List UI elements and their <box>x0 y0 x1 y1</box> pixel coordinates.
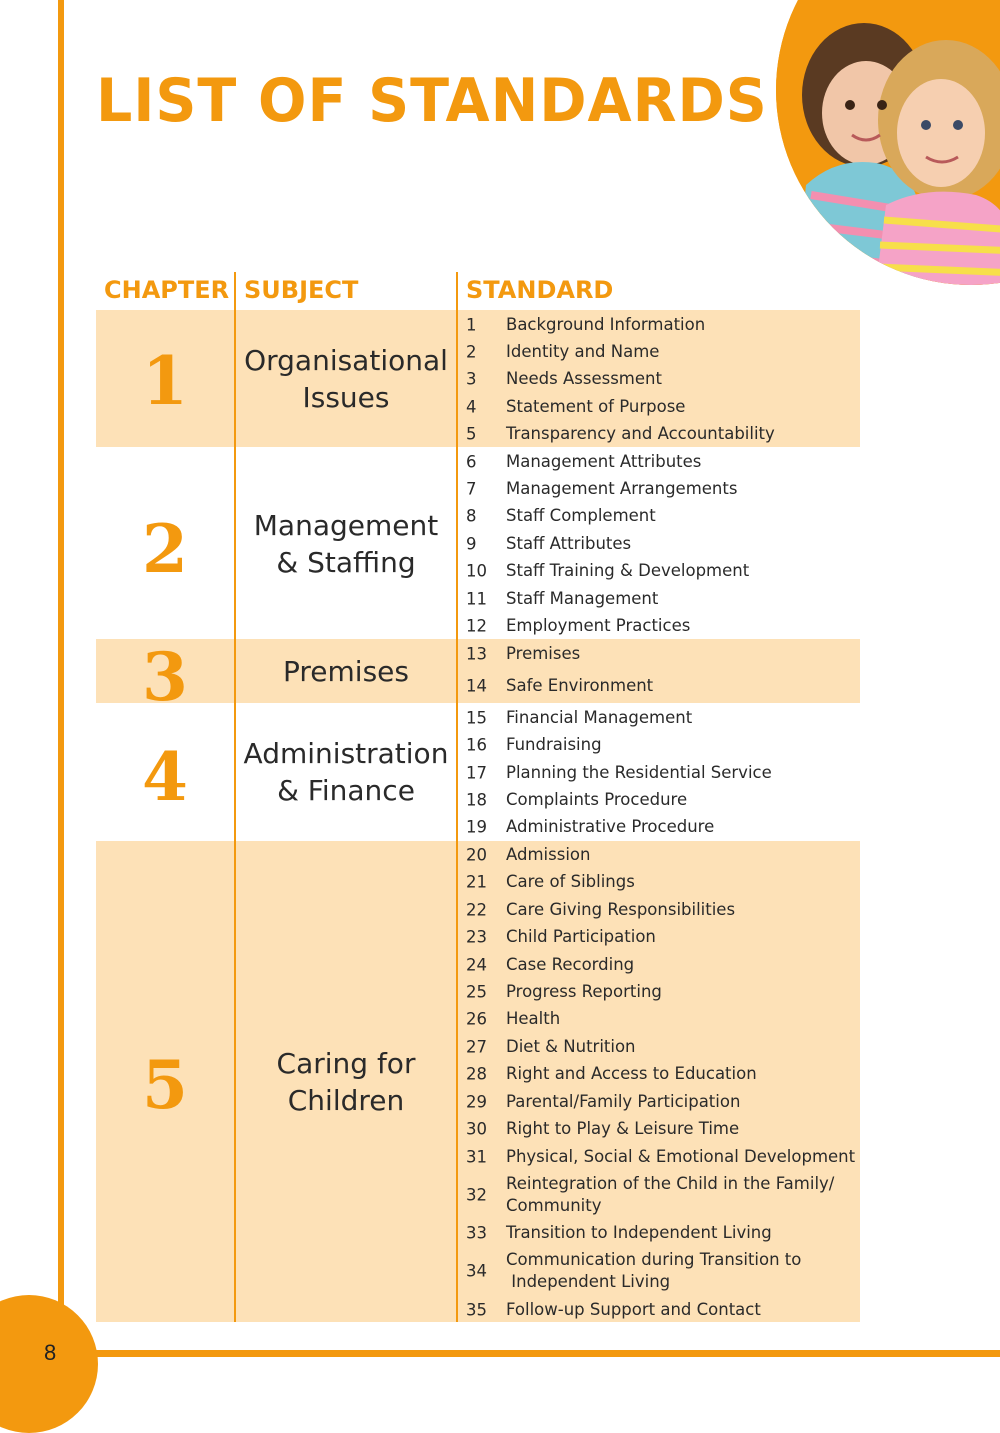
left-border-rule <box>58 0 64 1330</box>
standard-row: 17 Planning the Residential Service <box>466 762 772 782</box>
standard-row: 15 Financial Management <box>466 707 693 727</box>
standard-row: 16 Fundraising <box>466 734 602 754</box>
standard-row: 29 Parental/Family Participation <box>466 1091 741 1111</box>
standard-row: 1 Background Information <box>466 314 706 334</box>
standard-row: 14 Safe Environment <box>466 675 654 695</box>
column-header-subject: SUBJECT <box>244 276 359 304</box>
standard-row: 30 Right to Play & Leisure Time <box>466 1118 740 1138</box>
standard-row: 8 Staff Complement <box>466 505 656 525</box>
chapter-subject: Organisational Issues <box>244 344 448 414</box>
standard-row: 20 Admission <box>466 844 591 864</box>
standard-row: 11 Staff Management <box>466 588 659 608</box>
chapter-number: 4 <box>142 738 188 816</box>
standard-row: 12 Employment Practices <box>466 615 691 635</box>
column-divider-subject <box>456 272 458 1322</box>
standard-row: 3 Needs Assessment <box>466 368 662 388</box>
column-header-chapter: CHAPTER <box>104 276 230 304</box>
chapter-number: 2 <box>142 510 188 588</box>
chapter-number: 3 <box>142 638 188 716</box>
standard-row: 7 Management Arrangements <box>466 478 738 498</box>
standard-row: 24 Case Recording <box>466 954 635 974</box>
standard-row: 9 Staff Attributes <box>466 533 632 553</box>
standard-row: 33 Transition to Independent Living <box>466 1222 772 1242</box>
chapter-subject: Caring for Children <box>276 1047 416 1117</box>
chapter-subject: Administration & Finance <box>243 737 449 807</box>
standard-row: 6 Management Attributes <box>466 451 702 471</box>
page-title: LIST OF STANDARDS <box>96 66 768 136</box>
standard-row: 21 Care of Siblings <box>466 871 635 891</box>
page-number: 8 <box>44 1340 57 1365</box>
standard-row: 23 Child Participation <box>466 926 656 946</box>
standard-row: 19 Administrative Procedure <box>466 816 715 836</box>
chapter-number: 1 <box>142 342 188 420</box>
standard-row: 32 Reintegration of the Child in the Family/ Community <box>466 1174 835 1215</box>
standard-row: 22 Care Giving Responsibilities <box>466 899 736 919</box>
standard-row: 35 Follow-up Support and Contact <box>466 1299 761 1319</box>
column-header-standard: STANDARD <box>466 276 614 304</box>
standard-row: 28 Right and Access to Education <box>466 1063 757 1083</box>
standard-row: 18 Complaints Procedure <box>466 789 688 809</box>
standard-row: 10 Staff Training & Development <box>466 560 750 580</box>
standard-row: 13 Premises <box>466 643 581 663</box>
two-children-photo <box>776 0 1000 285</box>
standard-row: 27 Diet & Nutrition <box>466 1036 636 1056</box>
standard-row: 2 Identity and Name <box>466 341 660 361</box>
standard-row: 34 Communication during Transition to Independent Living <box>466 1250 802 1291</box>
chapter-subject: Management & Staffing <box>253 509 439 579</box>
standard-row: 26 Health <box>466 1008 561 1028</box>
standard-row: 4 Statement of Purpose <box>466 396 686 416</box>
chapter-number: 5 <box>142 1046 188 1124</box>
bottom-border-rule <box>95 1350 1000 1357</box>
standard-row: 5 Transparency and Accountability <box>466 423 775 443</box>
chapter-subject: Premises <box>283 655 409 688</box>
standard-row: 31 Physical, Social & Emotional Development <box>466 1146 856 1166</box>
header-photo-circle <box>776 0 1000 285</box>
standard-row: 25 Progress Reporting <box>466 981 662 1001</box>
